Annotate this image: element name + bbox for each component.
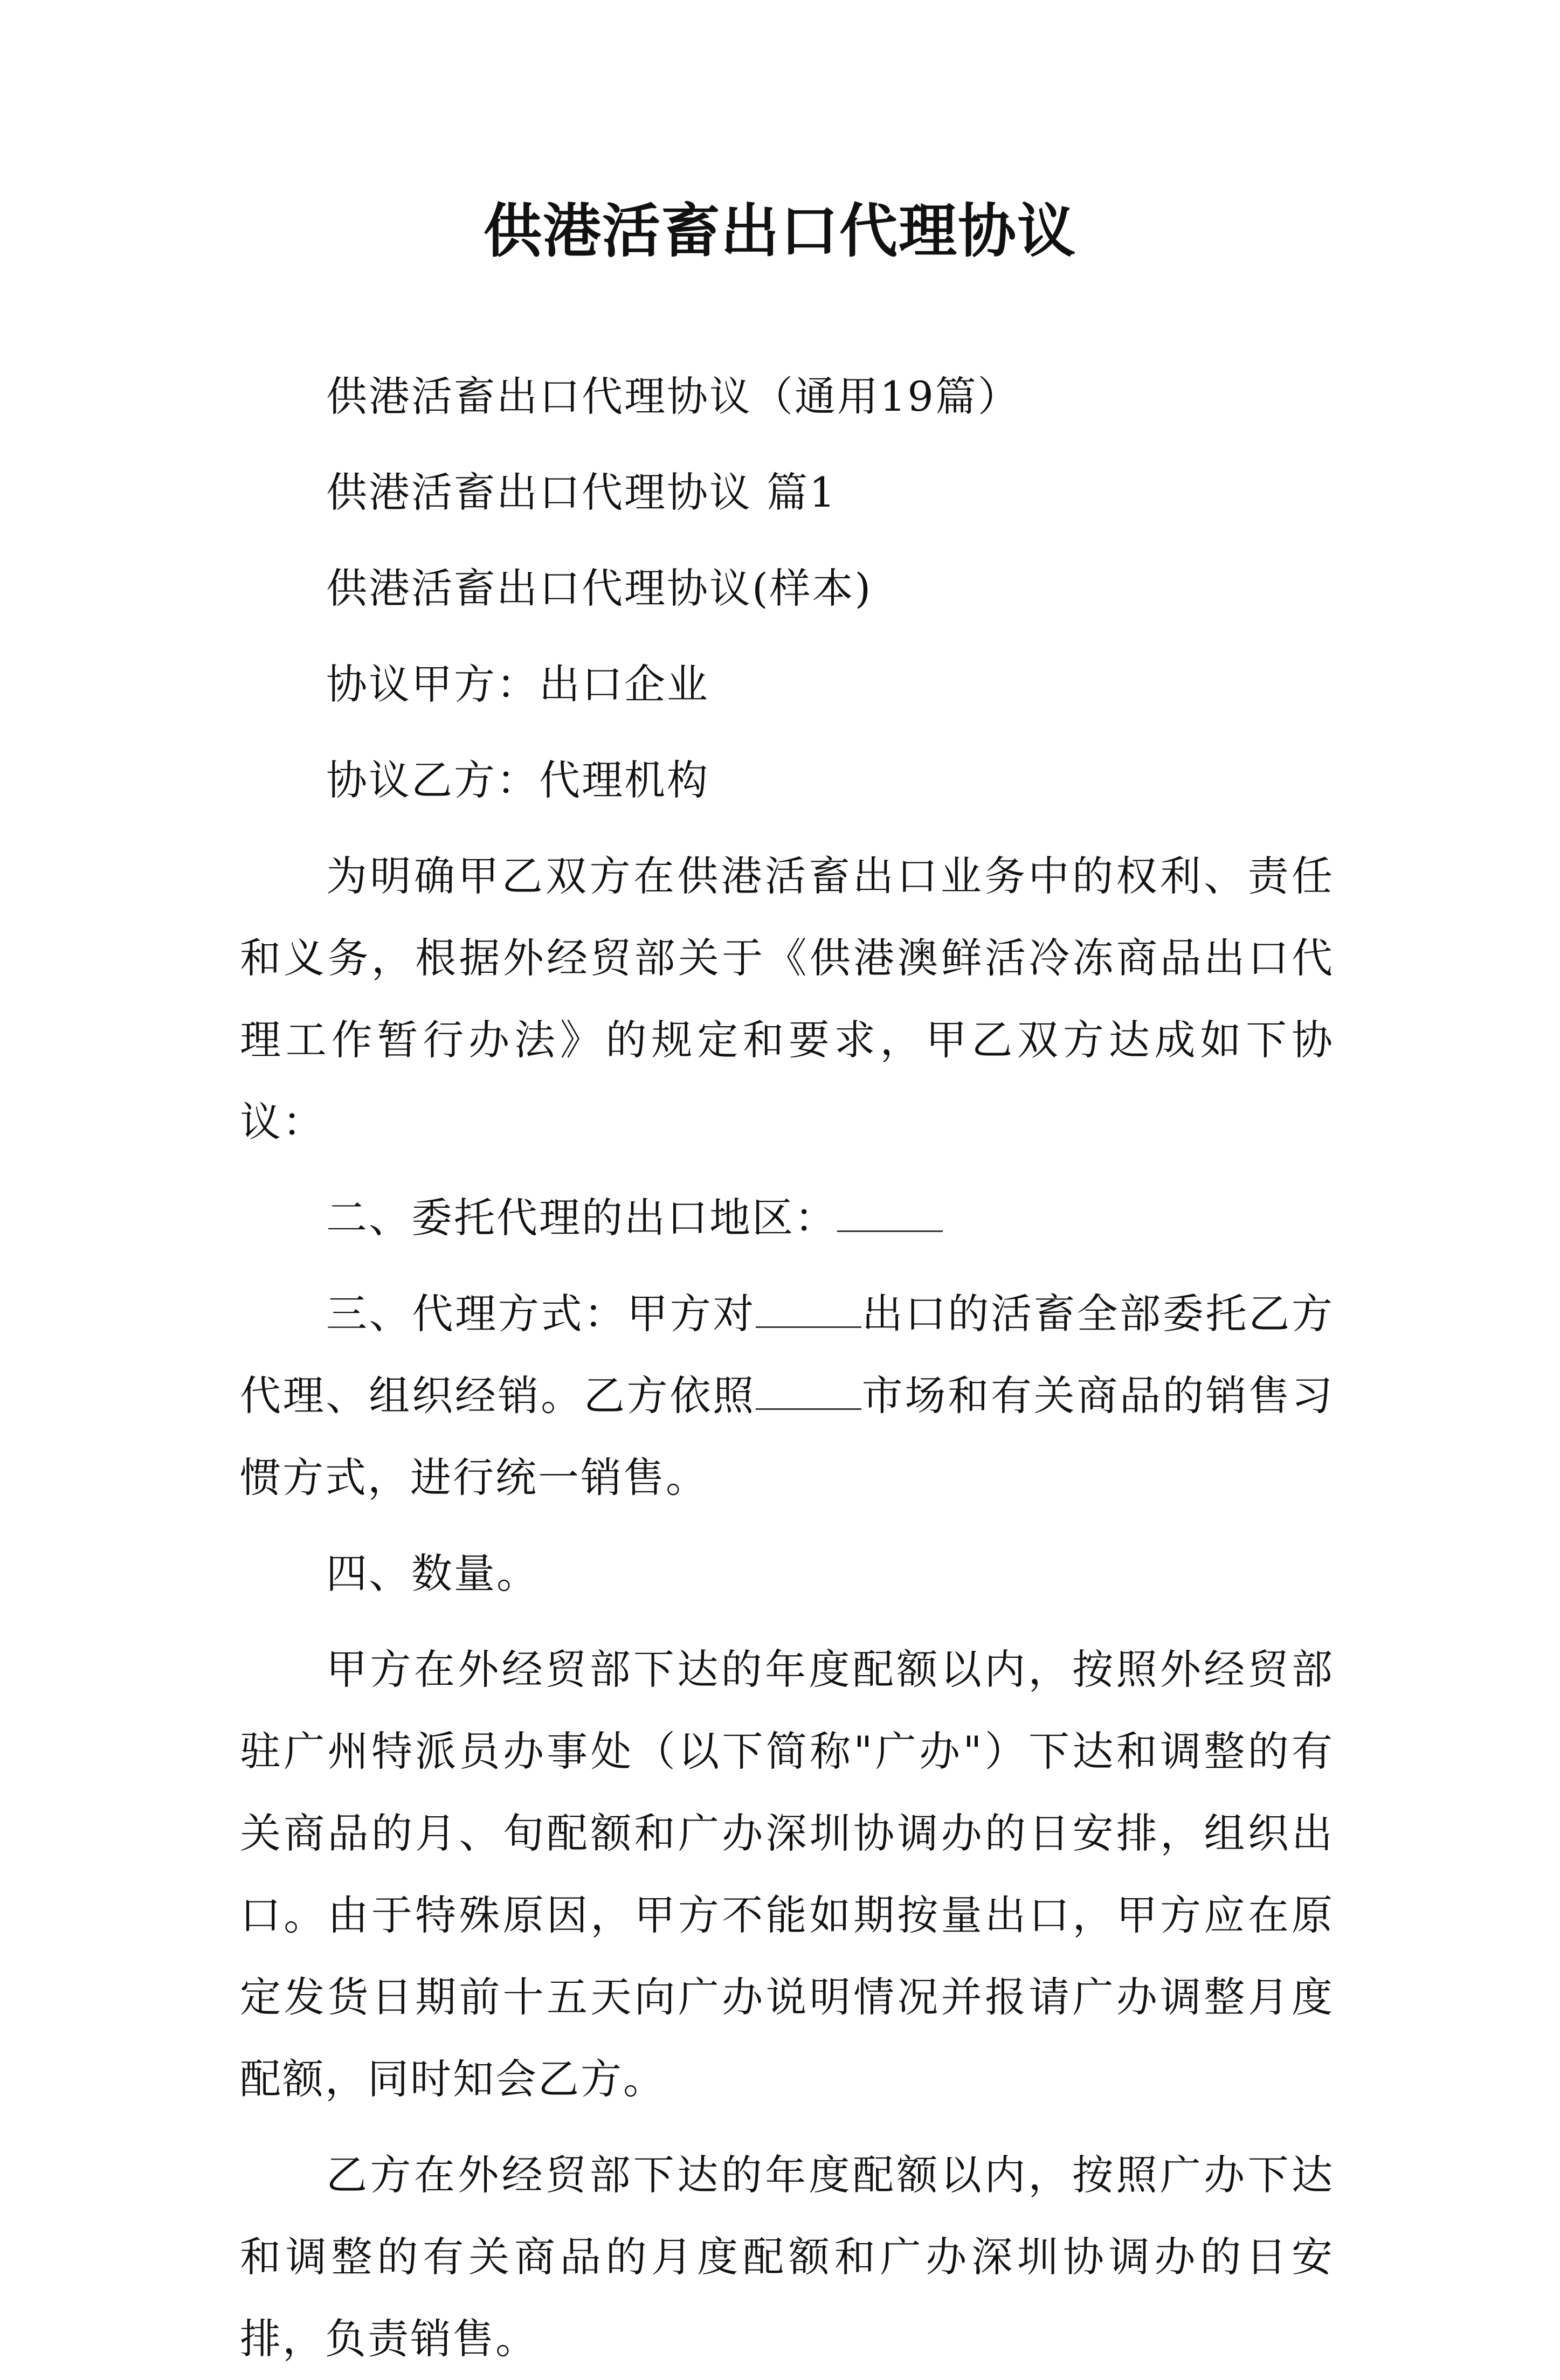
document-title: 供港活畜出口代理协议 xyxy=(483,198,1076,265)
fill-in-blank xyxy=(837,1197,943,1232)
section-heading: 供港活畜出口代理协议 篇1 xyxy=(326,468,837,516)
clause-3-text-3: 市场和有关商品的销售习惯方式，进行统一销售。 xyxy=(240,1372,1335,1502)
clause-4-paragraph-1: 甲方在外经贸部下达的年度配额以内，按照外经贸部驻广州特派员办事处（以下简称"广办"）下达和调整的有关商品的月、旬配额和广办深圳协调办的日安排，组织出口。由于特殊原因，甲方不能如期按量出口，甲方应在原定发货日期前十五天向广办说明情况并报请广办调整月度配额，同时知会乙方。 xyxy=(240,1645,1334,2103)
party-a-line: 协议甲方：出口企业 xyxy=(326,660,709,708)
clause-4-heading: 四、数量。 xyxy=(326,1549,539,1597)
document-body xyxy=(240,356,1334,2380)
clause-3-text-2: 出口的活畜全部委托乙方代理、组织经销。乙方依照 xyxy=(240,1290,1335,1420)
subtitle-paragraph: 供港活畜出口代理协议（通用19篇） xyxy=(326,372,1020,420)
clause-3-text-1: 三、代理方式：甲方对 xyxy=(326,1290,756,1338)
sample-heading: 供港活畜出口代理协议(样本) xyxy=(326,564,873,612)
clause-2-text: 二、委托代理的出口地区： xyxy=(326,1194,837,1242)
fill-in-blank xyxy=(756,1293,861,1328)
fill-in-blank xyxy=(756,1375,861,1410)
clause-3-paragraph xyxy=(240,1273,1334,1519)
party-b-line: 协议乙方：代理机构 xyxy=(326,756,709,804)
clause-2-paragraph xyxy=(240,1177,1334,1259)
preamble-paragraph: 为明确甲乙双方在供港活畜出口业务中的权利、责任和义务，根据外经贸部关于《供港澳鲜活冷冻商品出口代理工作暂行办法》的规定和要求，甲乙双方达成如下协议： xyxy=(240,852,1334,1146)
clause-4-paragraph-2: 乙方在外经贸部下达的年度配额以内，按照广办下达和调整的有关商品的月度配额和广办深圳协调办的日安排，负责销售。 xyxy=(240,2151,1334,2363)
